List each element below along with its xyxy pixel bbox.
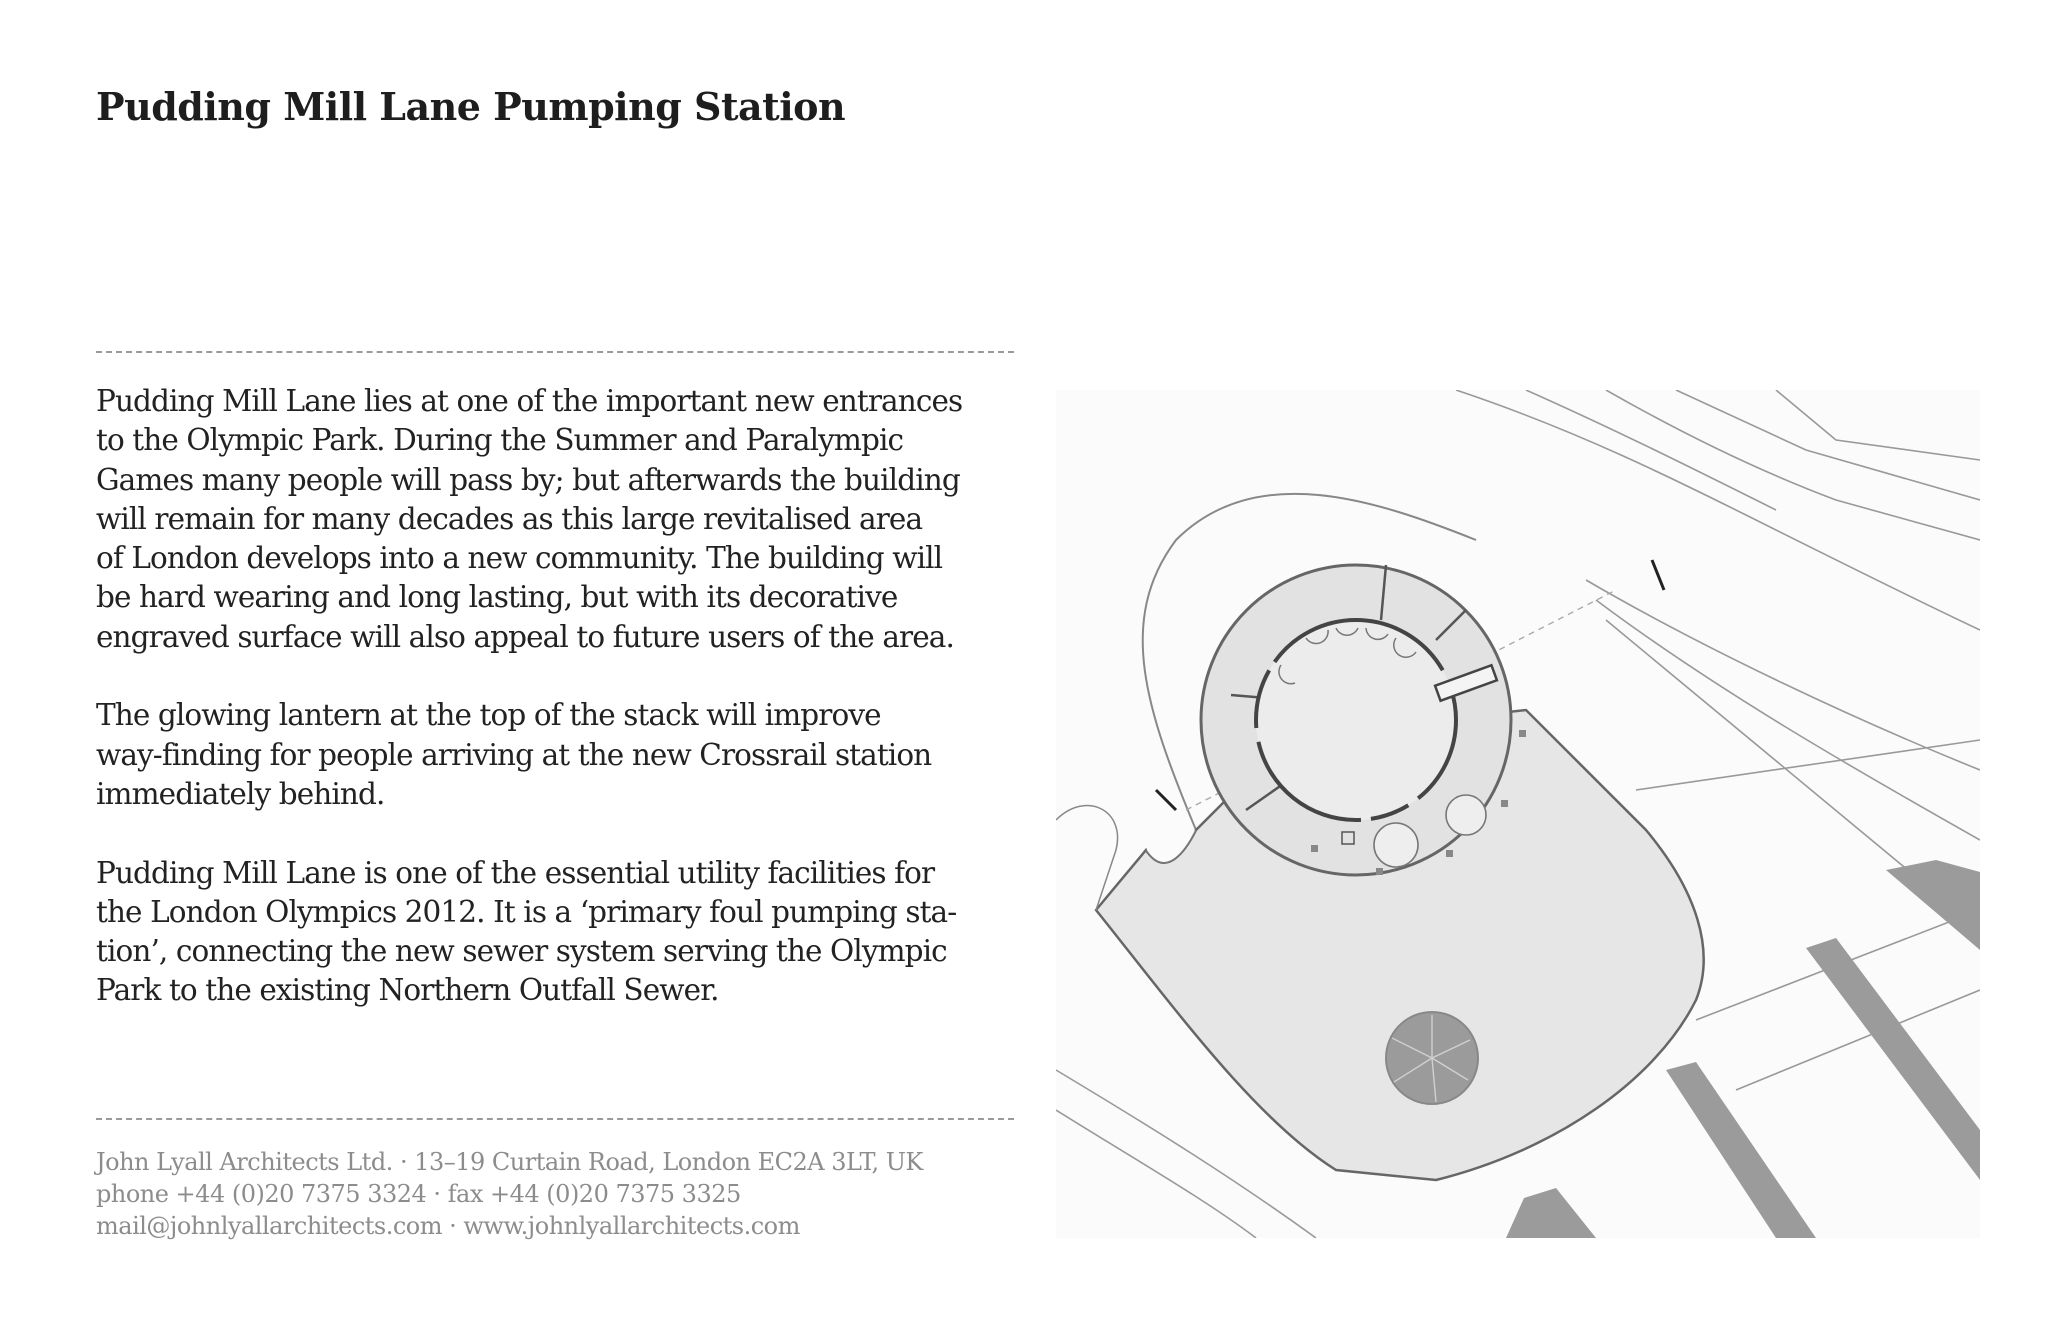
contact-block <box>96 1146 1026 1242</box>
page-title: Pudding Mill Lane Pumping Station <box>96 84 846 129</box>
paragraph-2: The glowing lantern at the top of the stack will improve way-finding for people arriving at the new Crossrail station immediately behind. <box>96 698 932 811</box>
paragraph-1: Pudding Mill Lane lies at one of the important new entrances to the Olympic Park. During the Summer and Paralympic Games many people will pass by; but afterwards the building will remain for many decades as this large revitalised area of London develops into a new community. The building will be hard wearing and long lasting, but with its decorative engraved surface will also appeal to future users of the area. <box>96 384 963 654</box>
site-plan-svg <box>1056 390 1980 1238</box>
site-plan-drawing <box>1056 390 1980 1238</box>
contact-address: John Lyall Architects Ltd. · 13–19 Curtain Road, London EC2A 3LT, UK <box>96 1148 923 1176</box>
contact-web: mail@johnlyallarchitects.com · www.johnlyallarchitects.com <box>96 1212 800 1240</box>
contact-phone: phone +44 (0)20 7375 3324 · fax +44 (0)20 7375 3325 <box>96 1180 741 1208</box>
bottom-divider <box>96 1118 1014 1120</box>
drum-inner-ring <box>1256 620 1456 820</box>
top-divider <box>96 351 1014 353</box>
description <box>96 382 1026 1050</box>
paragraph-3: Pudding Mill Lane is one of the essential utility facilities for the London Olympics 2012. It is a ‘primary foul pumping sta- tion’, connecting the new sewer system serving the Olympic Park to the existing Northern Outfall Sewer. <box>96 855 957 1008</box>
